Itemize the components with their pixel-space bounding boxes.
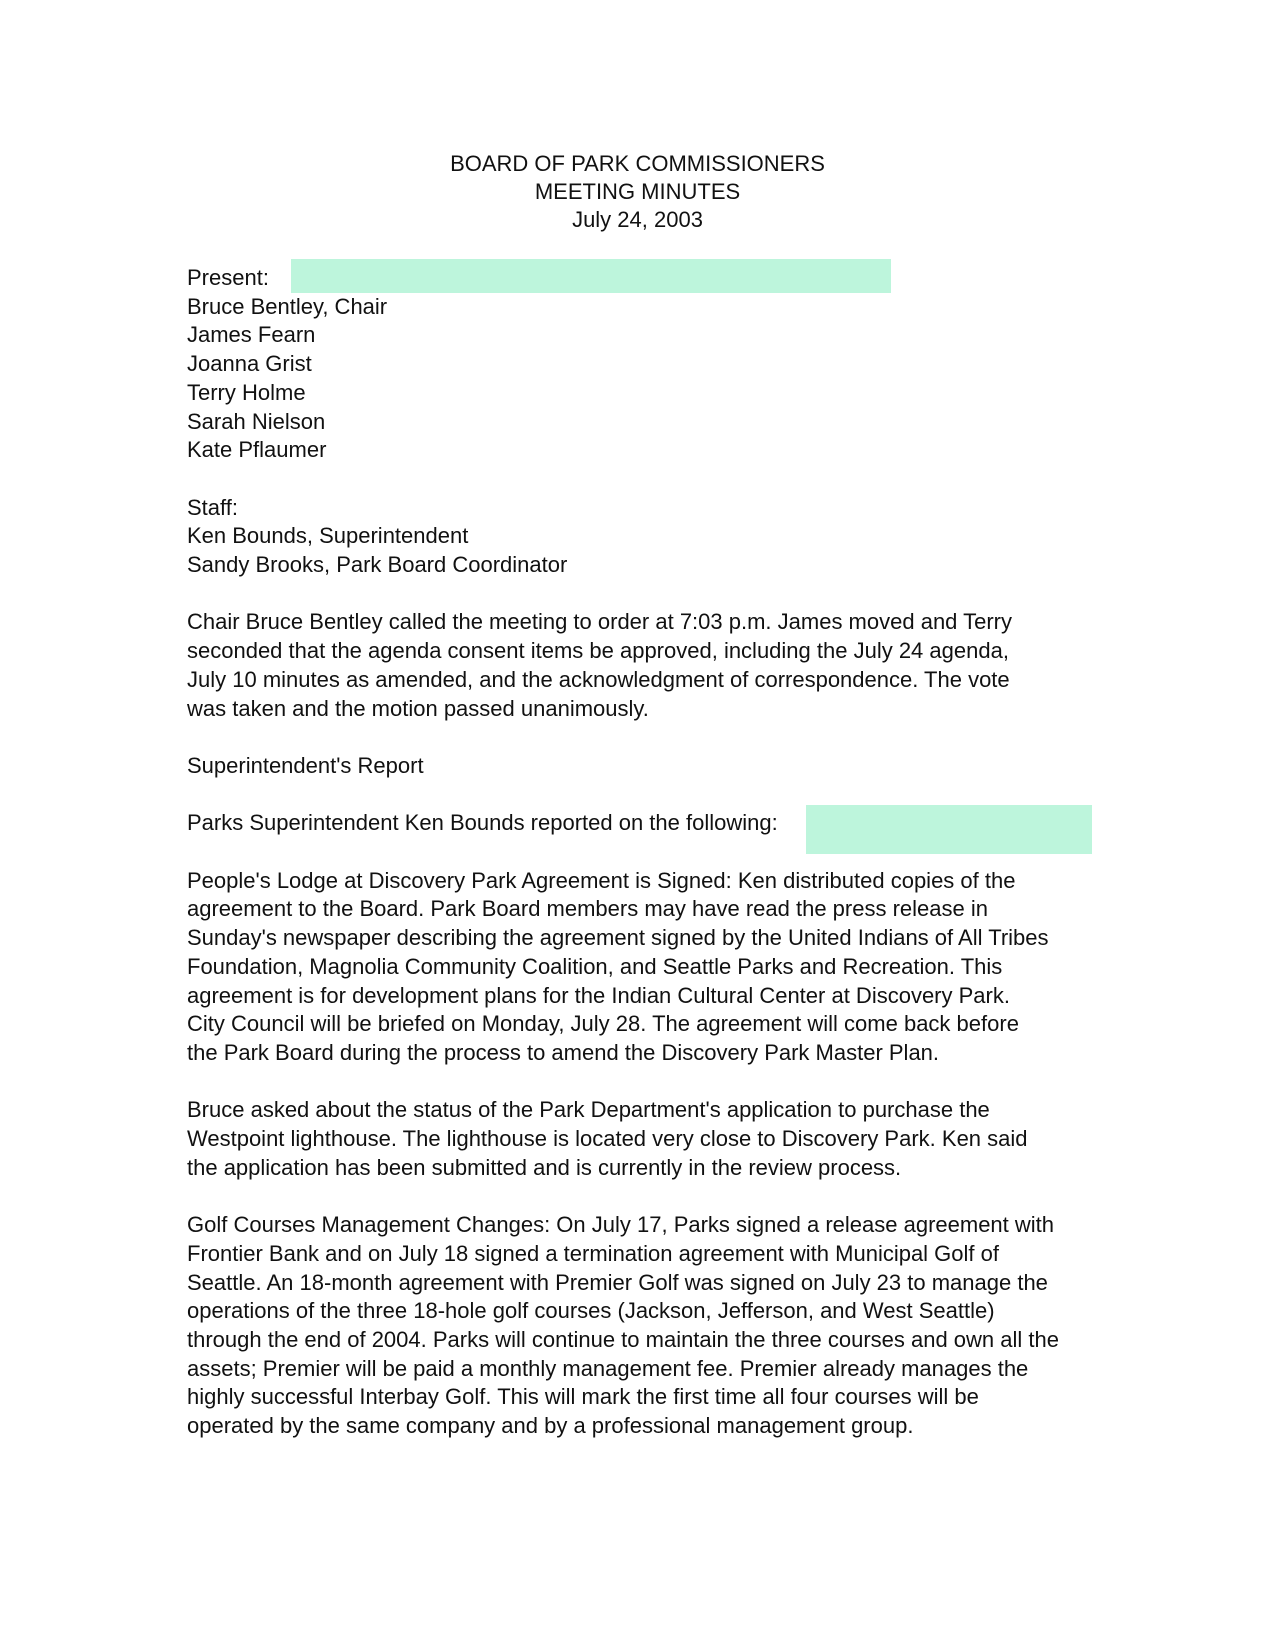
report-intro: Parks Superintendent Ken Bounds reported on the following: xyxy=(187,810,778,836)
paragraph-line: People's Lodge at Discovery Park Agreement is Signed: Ken distributed copies of the xyxy=(187,867,1016,893)
report-heading: Superintendent's Report xyxy=(187,752,424,778)
paragraph-line: agreement to the Board. Park Board members may have read the press release in xyxy=(187,896,988,922)
paragraph-line: Seattle. An 18-month agreement with Premier Golf was signed on July 23 to manage the xyxy=(187,1269,1048,1295)
attendee-name: Bruce Bentley, Chair xyxy=(187,293,388,319)
paragraph-line: the application has been submitted and is currently in the review process. xyxy=(187,1154,902,1180)
document-header xyxy=(0,150,1275,234)
attendee-name: Terry Holme xyxy=(187,379,306,405)
paragraph-line: Foundation, Magnolia Community Coalition, and Seattle Parks and Recreation. This xyxy=(187,953,1003,979)
attendee-name: James Fearn xyxy=(187,322,316,348)
paragraph-line: agreement is for development plans for the Indian Cultural Center at Discovery Park. xyxy=(187,982,1010,1008)
document-body xyxy=(187,264,1087,1441)
paragraph-line: Chair Bruce Bentley called the meeting to order at 7:03 p.m. James moved and Terry xyxy=(187,609,1013,635)
paragraph-line: the Park Board during the process to amend the Discovery Park Master Plan. xyxy=(187,1039,940,1065)
paragraph-line: highly successful Interbay Golf. This will mark the first time all four courses will be xyxy=(187,1384,979,1410)
present-section xyxy=(187,264,1087,465)
paragraph-line: assets; Premier will be paid a monthly management fee. Premier already manages the xyxy=(187,1355,1029,1381)
paragraph-line: Westpoint lighthouse. The lighthouse is located very close to Discovery Park. Ken said xyxy=(187,1126,1028,1151)
staff-name: Sandy Brooks, Park Board Coordinator xyxy=(187,552,568,578)
call-to-order-paragraph xyxy=(187,608,1087,723)
attendee-name: Sarah Nielson xyxy=(187,408,326,434)
staff-section xyxy=(187,494,1087,580)
paragraph-line: operations of the three 18-hole golf courses (Jackson, Jefferson, and West Seattle) xyxy=(187,1298,995,1324)
paragraph-line: seconded that the agenda consent items be approved, including the July 24 agenda, xyxy=(187,638,1009,664)
paragraph-line: City Council will be briefed on Monday, July 28. The agreement will come back before xyxy=(187,1011,1019,1037)
peoples-lodge-paragraph xyxy=(187,867,1087,1068)
paragraph-line: through the end of 2004. Parks will continue to maintain the three courses and own all the xyxy=(187,1326,1059,1352)
staff-name: Ken Bounds, Superintendent xyxy=(187,523,469,549)
header-title: BOARD OF PARK COMMISSIONERS xyxy=(450,151,825,176)
paragraph-line: operated by the same company and by a professional management group. xyxy=(187,1413,914,1439)
staff-label: Staff: xyxy=(187,494,238,520)
paragraph-line: Bruce asked about the status of the Park Department's application to purchase the xyxy=(187,1097,990,1123)
header-subtitle: MEETING MINUTES xyxy=(534,179,741,204)
header-date: July 24, 2003 xyxy=(572,207,703,232)
present-label: Present: xyxy=(187,265,269,290)
paragraph-line: was taken and the motion passed unanimously. xyxy=(187,695,649,721)
paragraph-line: July 10 minutes as amended, and the acknowledgment of correspondence. The vote xyxy=(187,666,1010,692)
lighthouse-paragraph xyxy=(187,1096,1087,1182)
paragraph-line: Sunday's newspaper describing the agreement signed by the United Indians of All Tribes xyxy=(187,925,1049,951)
paragraph-line: Golf Courses Management Changes: On July 17, Parks signed a release agreement with xyxy=(187,1212,1055,1238)
paragraph-line: Frontier Bank and on July 18 signed a termination agreement with Municipal Golf of xyxy=(187,1240,999,1266)
golf-paragraph xyxy=(187,1211,1087,1441)
attendee-name: Kate Pflaumer xyxy=(187,437,327,463)
attendee-name: Joanna Grist xyxy=(187,351,312,377)
